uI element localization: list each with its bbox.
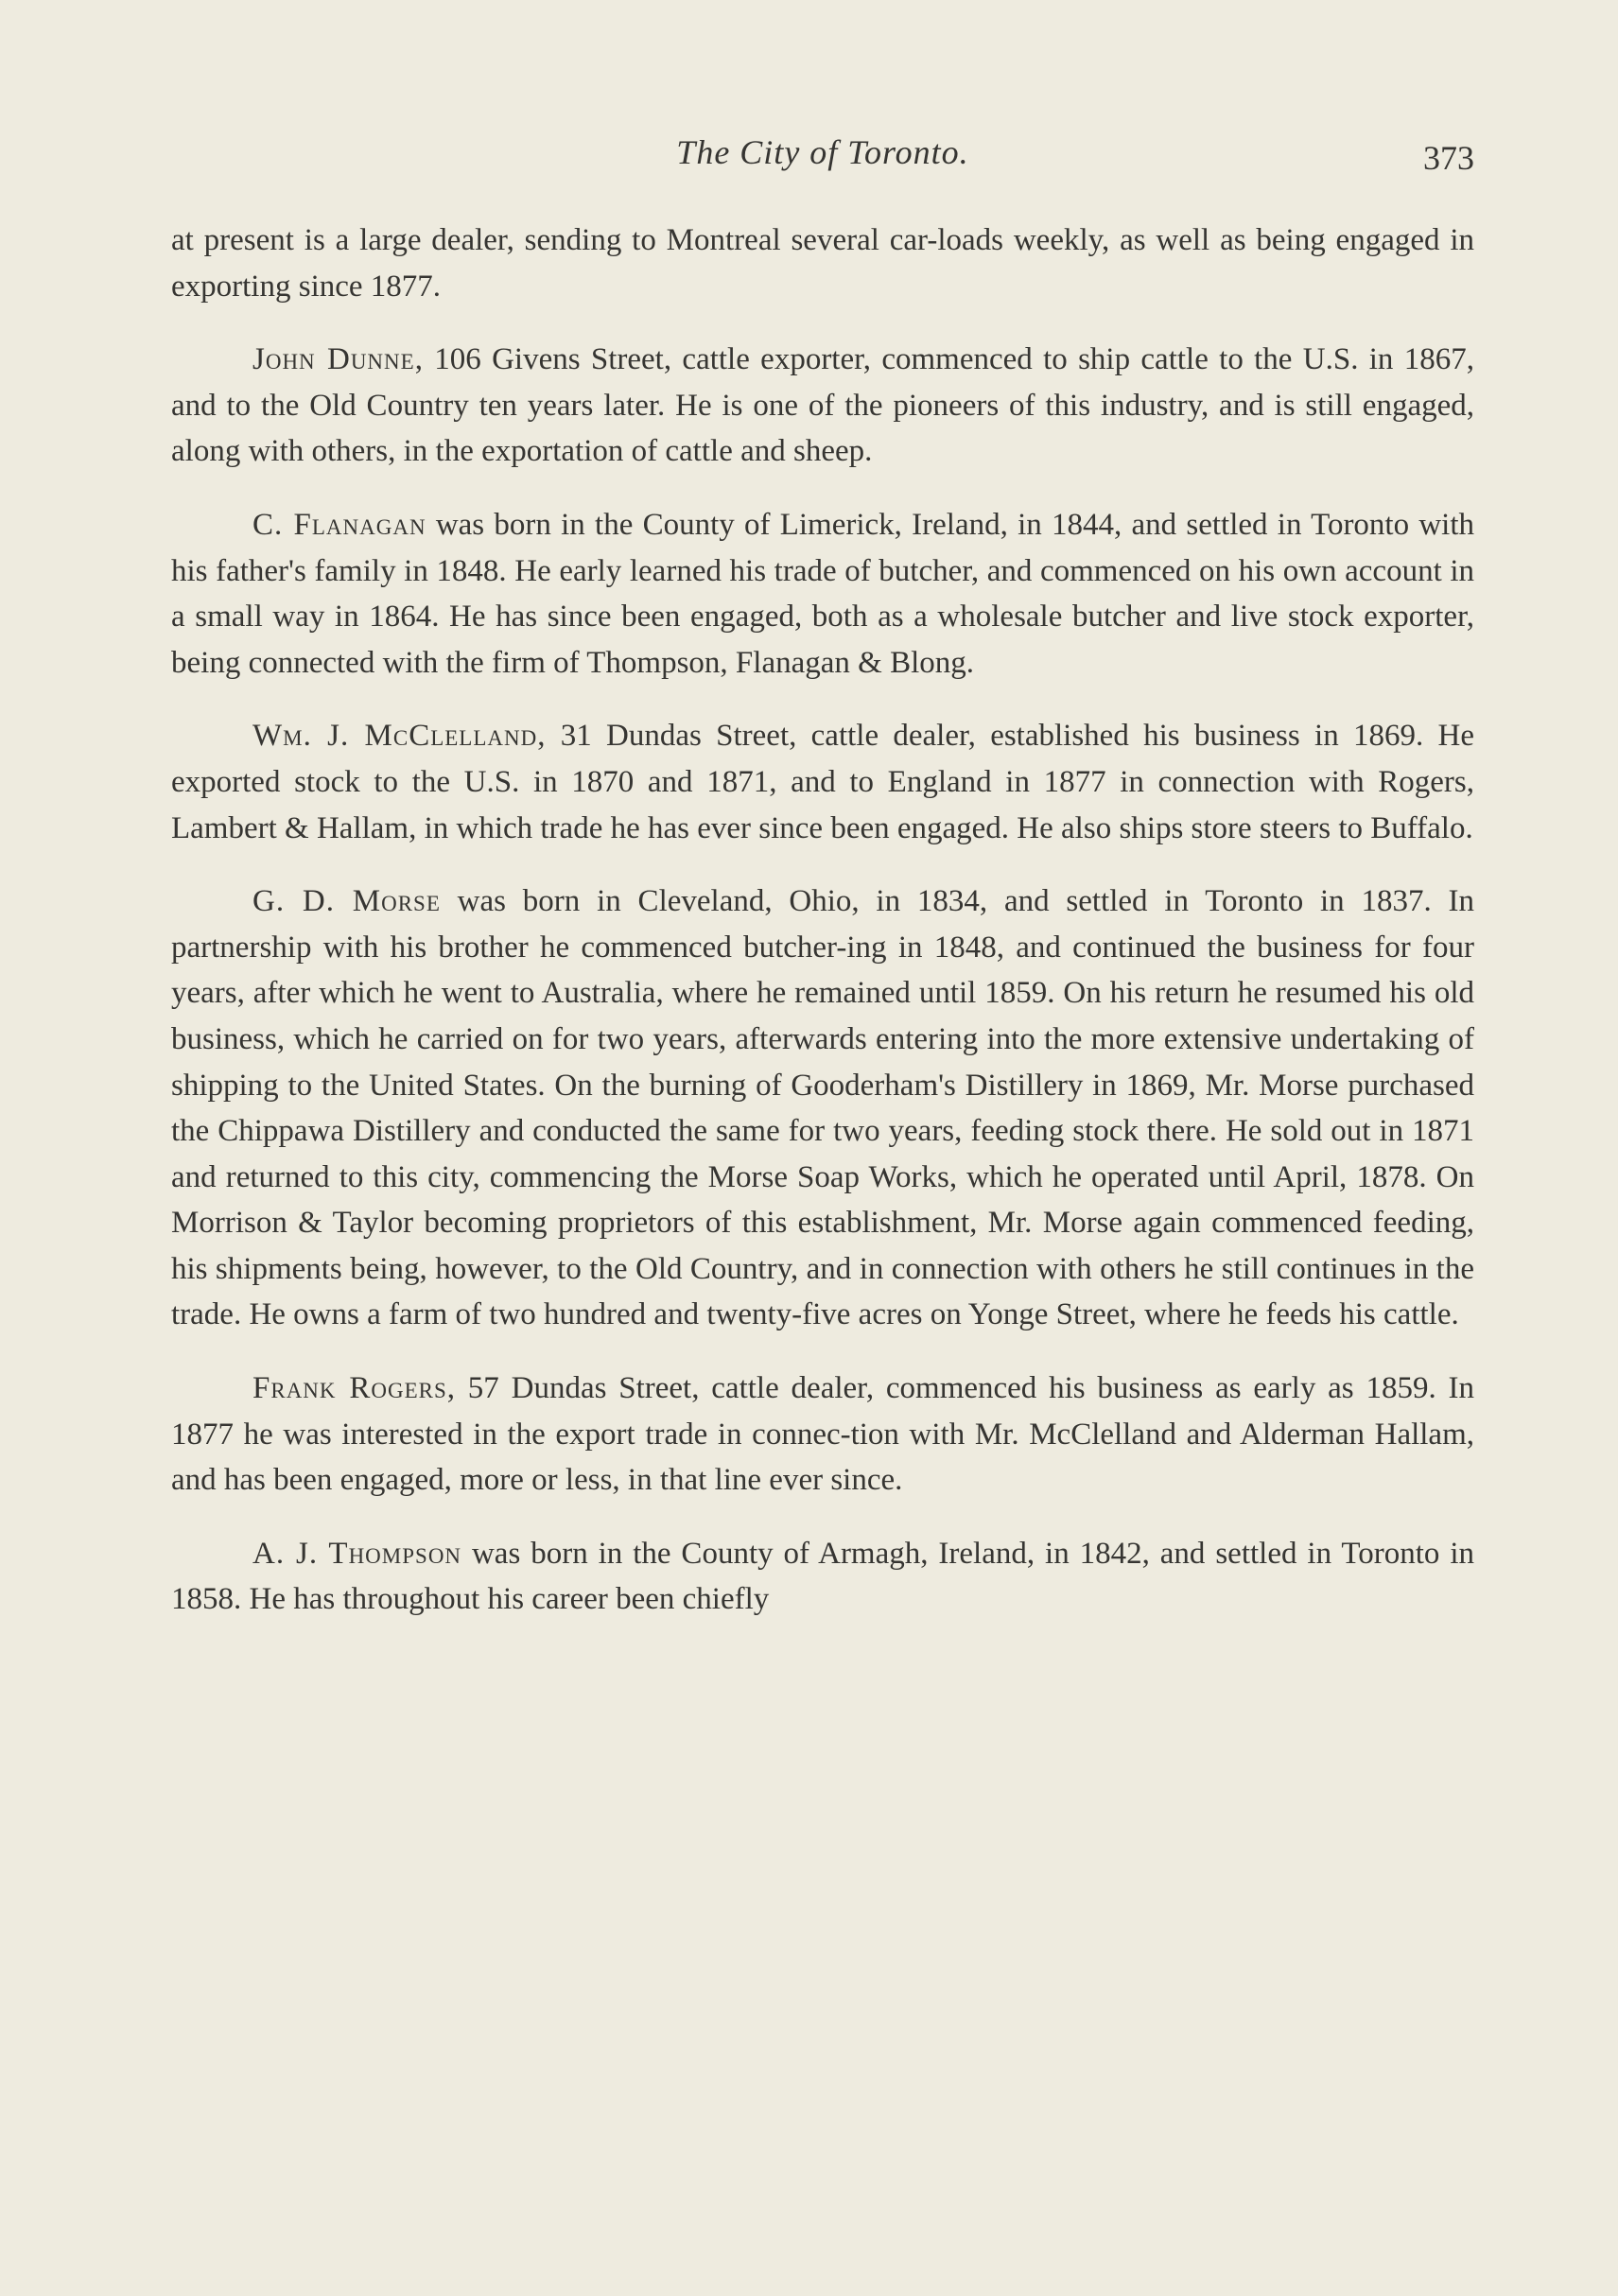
paragraph-lead: A. J. Thompson xyxy=(252,1536,462,1571)
paragraph-lead: C. Flanagan xyxy=(252,507,426,542)
paragraph-lead: G. D. Morse xyxy=(252,884,441,919)
paragraph-text: 106 Givens Street, cattle exporter, commenced to ship cattle to the U.S. in 1867, and to the Old Country ten years later. He is one of the pioneers of this industry, and is still engaged, along with others, in the exportation of cattle and sheep. xyxy=(171,342,1474,469)
page-body xyxy=(171,217,1474,1650)
paragraph-continuation xyxy=(171,217,1474,309)
paragraph-text: was born in the County of Limerick, Ireland, in 1844, and settled in Toronto with his father's family in 1848. He early learned his trade of butcher, and commenced on his own account in a small way in 1864. He has since been engaged, both as a wholesale butcher and live stock exporter, being connected with the firm of Thompson, Flanagan & Blong. xyxy=(171,507,1475,680)
paragraph-frank-rogers xyxy=(171,1365,1474,1504)
paragraph-text: at present is a large dealer, sending to Montreal several car-loads weekly, as well as being engaged in exporting since 1877. xyxy=(171,223,1474,304)
paragraph-lead: John Dunne, xyxy=(252,342,424,377)
paragraph-lead: Frank Rogers, xyxy=(252,1371,456,1406)
paragraph-c-flanagan xyxy=(171,502,1474,686)
running-title: The City of Toronto. xyxy=(676,133,969,171)
paragraph-text: 31 Dundas Street, cattle dealer, established his business in 1869. He exported stock to the U.S. in 1870 and 1871, and to England in 1877 in connection with Rogers, Lambert & Hallam, in which trade he has ever since been engaged. He also ships store steers to Buffalo. xyxy=(171,719,1474,845)
page-header xyxy=(171,132,1474,189)
paragraph-gd-morse xyxy=(171,878,1474,1338)
paragraph-text: was born in the County of Armagh, Ireland, in 1842, and settled in Toronto in 1858. He has throughout his career been chiefly xyxy=(171,1536,1474,1617)
paragraph-lead: Wm. J. McClelland, xyxy=(252,719,547,754)
paragraph-text: was born in Cleveland, Ohio, in 1834, and settled in Toronto in 1837. In partnership with his brother he commenced butcher-ing in 1848, and continued the business for four years, after which he went to Australia, where he remained until 1859. On his return he resumed his old business, which he carried on for two years, afterwards entering into the more extensive undertaking of shipping to the United States. On the burning of Gooderham's Distillery in 1869, Mr. Morse purchased the Chippawa Distillery and conducted the same for two years, feeding stock there. He sold out in 1871 and returned to this city, commencing the Morse Soap Works, which he operated until April, 1878. On Morrison & Taylor becoming proprietors of this establishment, Mr. Morse again commenced feeding, his shipments being, however, to the Old Country, and in connection with others he still continues in the trade. He owns a farm of two hundred and twenty-five acres on Yonge Street, where he feeds his cattle. xyxy=(171,884,1474,1332)
paragraph-aj-thompson xyxy=(171,1531,1474,1623)
paragraph-text: 57 Dundas Street, cattle dealer, commenced his business as early as 1859. In 1877 he was interested in the export trade in connec-tion with Mr. McClelland and Alderman Hallam, and has been engaged, more or less, in that line ever since. xyxy=(171,1371,1474,1498)
paragraph-john-dunne xyxy=(171,337,1474,475)
page-number: 373 xyxy=(1423,139,1474,177)
paragraph-wm-mcclelland xyxy=(171,713,1474,851)
